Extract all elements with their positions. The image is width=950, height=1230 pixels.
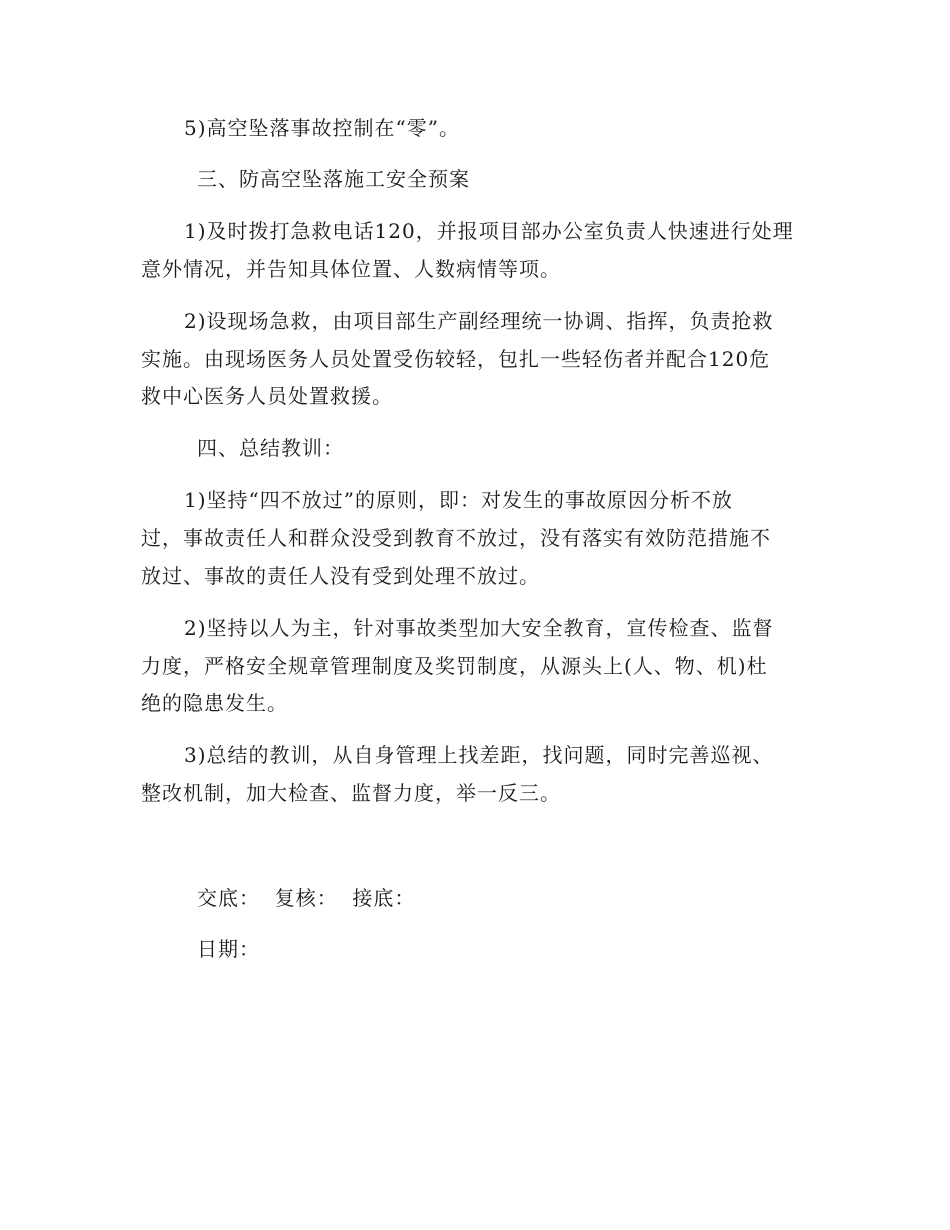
plan-item-2-line-1: 2)设现场急救，由项目部生产副经理统一协调、指挥，负责抢救 <box>184 309 774 333</box>
lesson-item-1-line-1: 1)坚持“四不放过”的原则，即：对发生的事故原因分析不放 <box>184 488 733 512</box>
section-heading-4: 四、总结教训： <box>197 436 344 460</box>
signature-line: 交底： 复核： 接底： <box>197 886 416 910</box>
item-5-zero-accident: 5)高空坠落事故控制在“零”。 <box>184 116 460 140</box>
plan-item-1-line-2: 意外情况，并告知具体位置、人数病情等项。 <box>141 257 561 281</box>
date-line: 日期： <box>197 937 260 961</box>
lesson-item-2-line-3: 绝的隐患发生。 <box>141 691 288 715</box>
lesson-item-3-line-1: 3)总结的教训，从自身管理上找差距，找问题，同时完善巡视、 <box>184 743 774 767</box>
plan-item-2-line-3: 救中心医务人员处置救援。 <box>141 384 393 408</box>
plan-item-1-line-1: 1)及时拨打急救电话120，并报项目部办公室负责人快速进行处理 <box>184 219 794 243</box>
lesson-item-3-line-2: 整改机制，加大检查、监督力度，举一反三。 <box>141 781 561 805</box>
plan-item-2-line-2: 实施。由现场医务人员处置受伤较轻，包扎一些轻伤者并配合120危 <box>141 347 771 371</box>
lesson-item-2-line-1: 2)坚持以人为主，针对事故类型加大安全教育，宣传检查、监督 <box>184 616 774 640</box>
lesson-item-2-line-2: 力度，严格安全规章管理制度及奖罚制度，从源头上(人、物、机)杜 <box>141 654 768 678</box>
lesson-item-1-line-2: 过，事故责任人和群众没受到教育不放过，没有落实有效防范措施不 <box>141 526 771 550</box>
section-heading-3: 三、防高空坠落施工安全预案 <box>197 167 470 191</box>
lesson-item-1-line-3: 放过、事故的责任人没有受到处理不放过。 <box>141 564 540 588</box>
